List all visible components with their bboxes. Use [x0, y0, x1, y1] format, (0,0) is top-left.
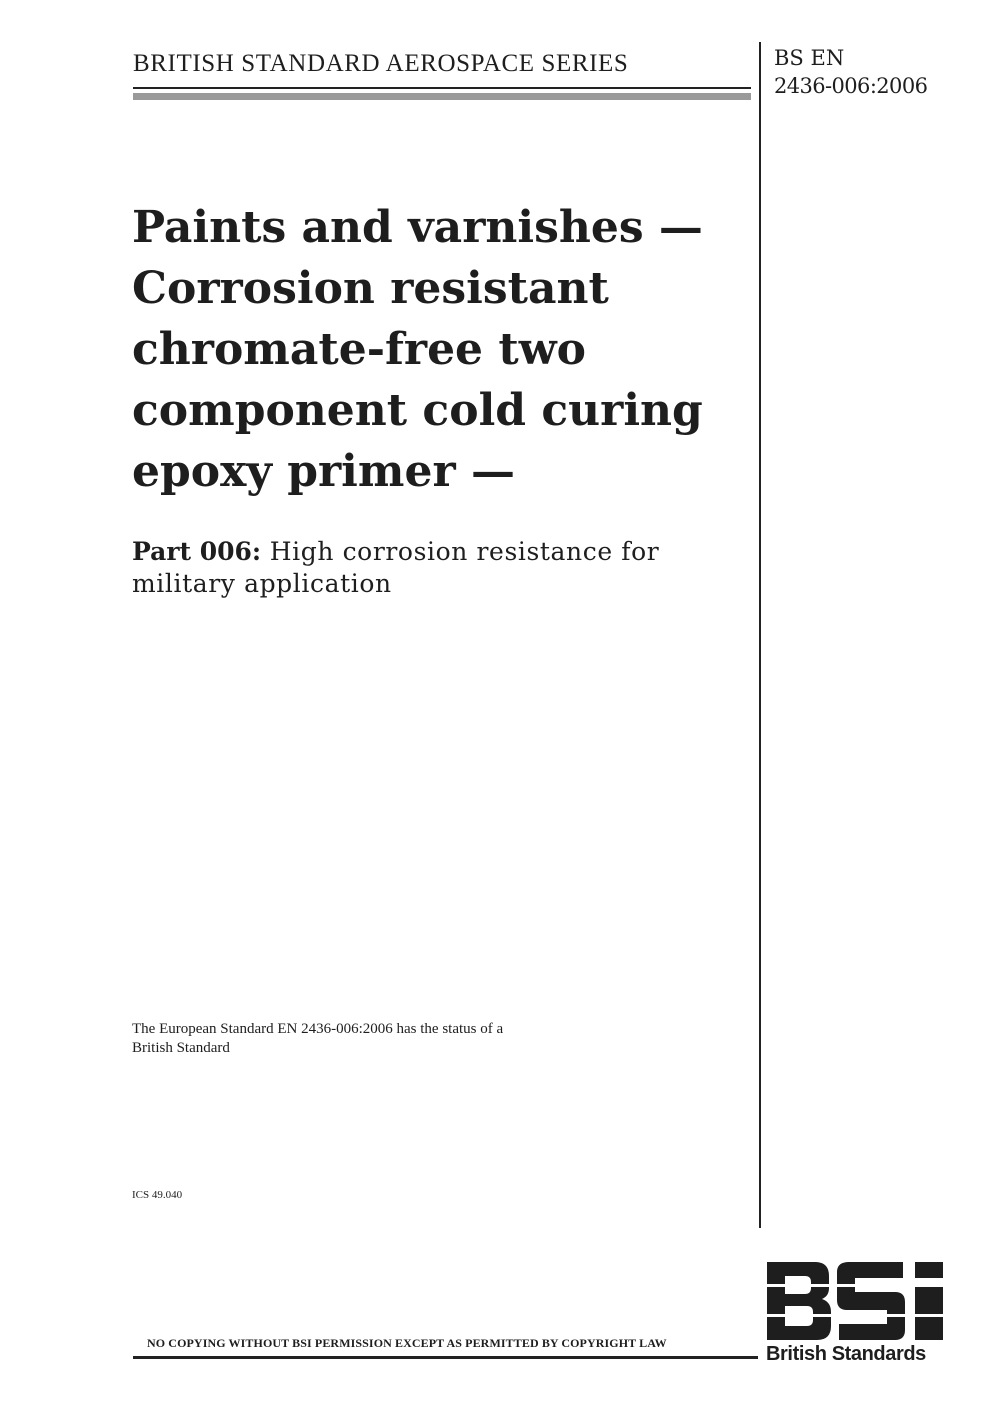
document-number-line2: 2436-006:2006 — [774, 74, 928, 98]
ics-code: ICS 49.040 — [132, 1189, 183, 1201]
part-title-line1 — [132, 536, 752, 568]
status-note — [132, 1020, 503, 1058]
series-header: BRITISH STANDARD AEROSPACE SERIES — [133, 50, 629, 77]
bsi-logo-mark — [765, 1260, 945, 1342]
status-note-line1: The European Standard EN 2436-006:2006 has the status of a — [132, 1021, 504, 1037]
header-rule-thin — [133, 87, 751, 89]
title-line: chromate-free two — [132, 324, 586, 375]
document-number-line1: BS EN — [774, 46, 845, 70]
part-title — [132, 536, 752, 600]
title-line: Paints and varnishes — — [132, 202, 703, 253]
document-number — [774, 44, 927, 100]
title-line: component cold curing — [132, 385, 703, 436]
title-line: epoxy primer — — [132, 446, 515, 497]
part-title-line2: military application — [132, 569, 392, 598]
header-rule-gray — [133, 93, 751, 100]
bsi-brand-text: British Standards — [766, 1343, 926, 1365]
status-note-line2: British Standard — [132, 1040, 230, 1056]
part-title-line1-text: High corrosion resistance for — [261, 537, 660, 566]
vertical-divider — [759, 42, 761, 1228]
footer-rule — [133, 1356, 758, 1359]
copyright-notice: NO COPYING WITHOUT BSI PERMISSION EXCEPT AS PERMITTED BY COPYRIGHT LAW — [147, 1336, 667, 1350]
title-line: Corrosion resistant — [132, 263, 609, 314]
part-label: Part 006: — [132, 537, 262, 566]
main-title — [132, 197, 752, 502]
